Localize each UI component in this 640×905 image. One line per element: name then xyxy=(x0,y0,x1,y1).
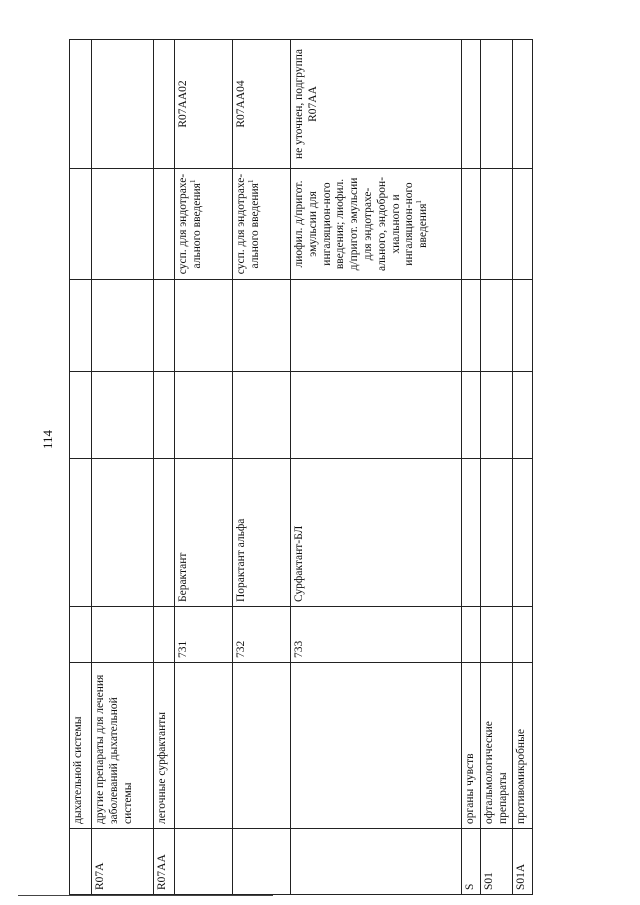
atc-drug-code-cell: не уточнен, подгруппа R07AA xyxy=(291,40,462,169)
drug-name-cell: Порактант альфа xyxy=(233,459,291,607)
atc-group-cell xyxy=(291,663,462,829)
dosage-form-cell xyxy=(462,169,481,280)
atc-code-cell: S xyxy=(462,829,481,895)
item-number-cell xyxy=(462,607,481,663)
atc-group-cell xyxy=(233,663,291,829)
table-row xyxy=(154,40,175,895)
table-row xyxy=(480,40,513,895)
atc-code-cell xyxy=(70,829,92,895)
empty-cell xyxy=(92,372,154,459)
drug-name-cell xyxy=(513,459,533,607)
footnote-marker: 1 xyxy=(188,179,197,184)
empty-cell xyxy=(513,280,533,372)
empty-cell xyxy=(291,372,462,459)
atc-code-cell: S01 xyxy=(480,829,513,895)
atc-code-cell xyxy=(291,829,462,895)
empty-cell xyxy=(175,372,233,459)
atc-group-cell: дыхательной системы xyxy=(70,663,92,829)
table-row xyxy=(92,40,154,895)
table-row xyxy=(175,40,233,895)
page-number: 114 xyxy=(40,429,55,449)
dosage-form-cell xyxy=(513,169,533,280)
dosage-form-cell: лиофил. д/пригот. эмульсии для ингаляцион-ного введения; лиофил. д/пригот. эмульсии для эндотрахе-ального, эндоброн-хиального и ингаляцион-ного введения$^1$ xyxy=(291,169,462,280)
empty-cell xyxy=(175,280,233,372)
empty-cell xyxy=(462,372,481,459)
item-number-cell xyxy=(154,607,175,663)
atc-code-cell: S01A xyxy=(513,829,533,895)
atc-code-cell: R07AA xyxy=(154,829,175,895)
atc-drug-code-cell: R07AA02 xyxy=(175,40,233,169)
atc-drug-code-cell xyxy=(462,40,481,169)
item-number-cell xyxy=(480,607,513,663)
drug-name-cell xyxy=(154,459,175,607)
drug-list-table-rotated xyxy=(69,40,529,895)
drug-name-cell xyxy=(480,459,513,607)
table-row xyxy=(513,40,533,895)
atc-drug-code-cell xyxy=(70,40,92,169)
item-number-cell: 731 xyxy=(175,607,233,663)
empty-cell xyxy=(70,372,92,459)
drug-name-cell xyxy=(462,459,481,607)
atc-code-cell xyxy=(175,829,233,895)
item-number-cell xyxy=(92,607,154,663)
empty-cell xyxy=(70,280,92,372)
atc-code-cell xyxy=(233,829,291,895)
table-row xyxy=(291,40,462,895)
dosage-form-cell: сусп. для эндотрахе-ального введения$^1$ xyxy=(233,169,291,280)
atc-drug-code-cell: R07AA04 xyxy=(233,40,291,169)
atc-drug-code-cell xyxy=(480,40,513,169)
empty-cell xyxy=(513,372,533,459)
drug-list-table xyxy=(69,39,533,895)
empty-cell xyxy=(233,280,291,372)
atc-code-cell: R07A xyxy=(92,829,154,895)
atc-drug-code-cell xyxy=(92,40,154,169)
item-number-cell: 733 xyxy=(291,607,462,663)
atc-group-cell: противомикробные xyxy=(513,663,533,829)
empty-cell xyxy=(462,280,481,372)
item-number-cell xyxy=(70,607,92,663)
dosage-form-cell: сусп. для эндотрахе-ального введения$^1$ xyxy=(175,169,233,280)
empty-cell xyxy=(233,372,291,459)
table-row xyxy=(233,40,291,895)
footnote-marker: 1 xyxy=(246,179,255,184)
empty-cell xyxy=(480,372,513,459)
footnote-separator-line xyxy=(18,895,273,896)
dosage-form-cell xyxy=(154,169,175,280)
dosage-form-cell xyxy=(480,169,513,280)
drug-name-cell: Сурфактант-БЛ xyxy=(291,459,462,607)
footnote-marker: 1 xyxy=(415,200,424,204)
atc-group-cell: офтальмологические препараты xyxy=(480,663,513,829)
empty-cell xyxy=(154,280,175,372)
empty-cell xyxy=(291,280,462,372)
atc-group-cell: легочные сурфактанты xyxy=(154,663,175,829)
atc-group-cell: органы чувств xyxy=(462,663,481,829)
drug-name-cell xyxy=(92,459,154,607)
drug-name-cell: Берактант xyxy=(175,459,233,607)
table-row xyxy=(462,40,481,895)
item-number-cell: 732 xyxy=(233,607,291,663)
empty-cell xyxy=(480,280,513,372)
atc-group-cell: другие препараты для лечения заболеваний дыхательной системы xyxy=(92,663,154,829)
table-row xyxy=(70,40,92,895)
empty-cell xyxy=(154,372,175,459)
atc-group-cell xyxy=(175,663,233,829)
dosage-form-cell xyxy=(92,169,154,280)
empty-cell xyxy=(92,280,154,372)
atc-drug-code-cell xyxy=(154,40,175,169)
atc-drug-code-cell xyxy=(513,40,533,169)
item-number-cell xyxy=(513,607,533,663)
dosage-form-cell xyxy=(70,169,92,280)
drug-name-cell xyxy=(70,459,92,607)
